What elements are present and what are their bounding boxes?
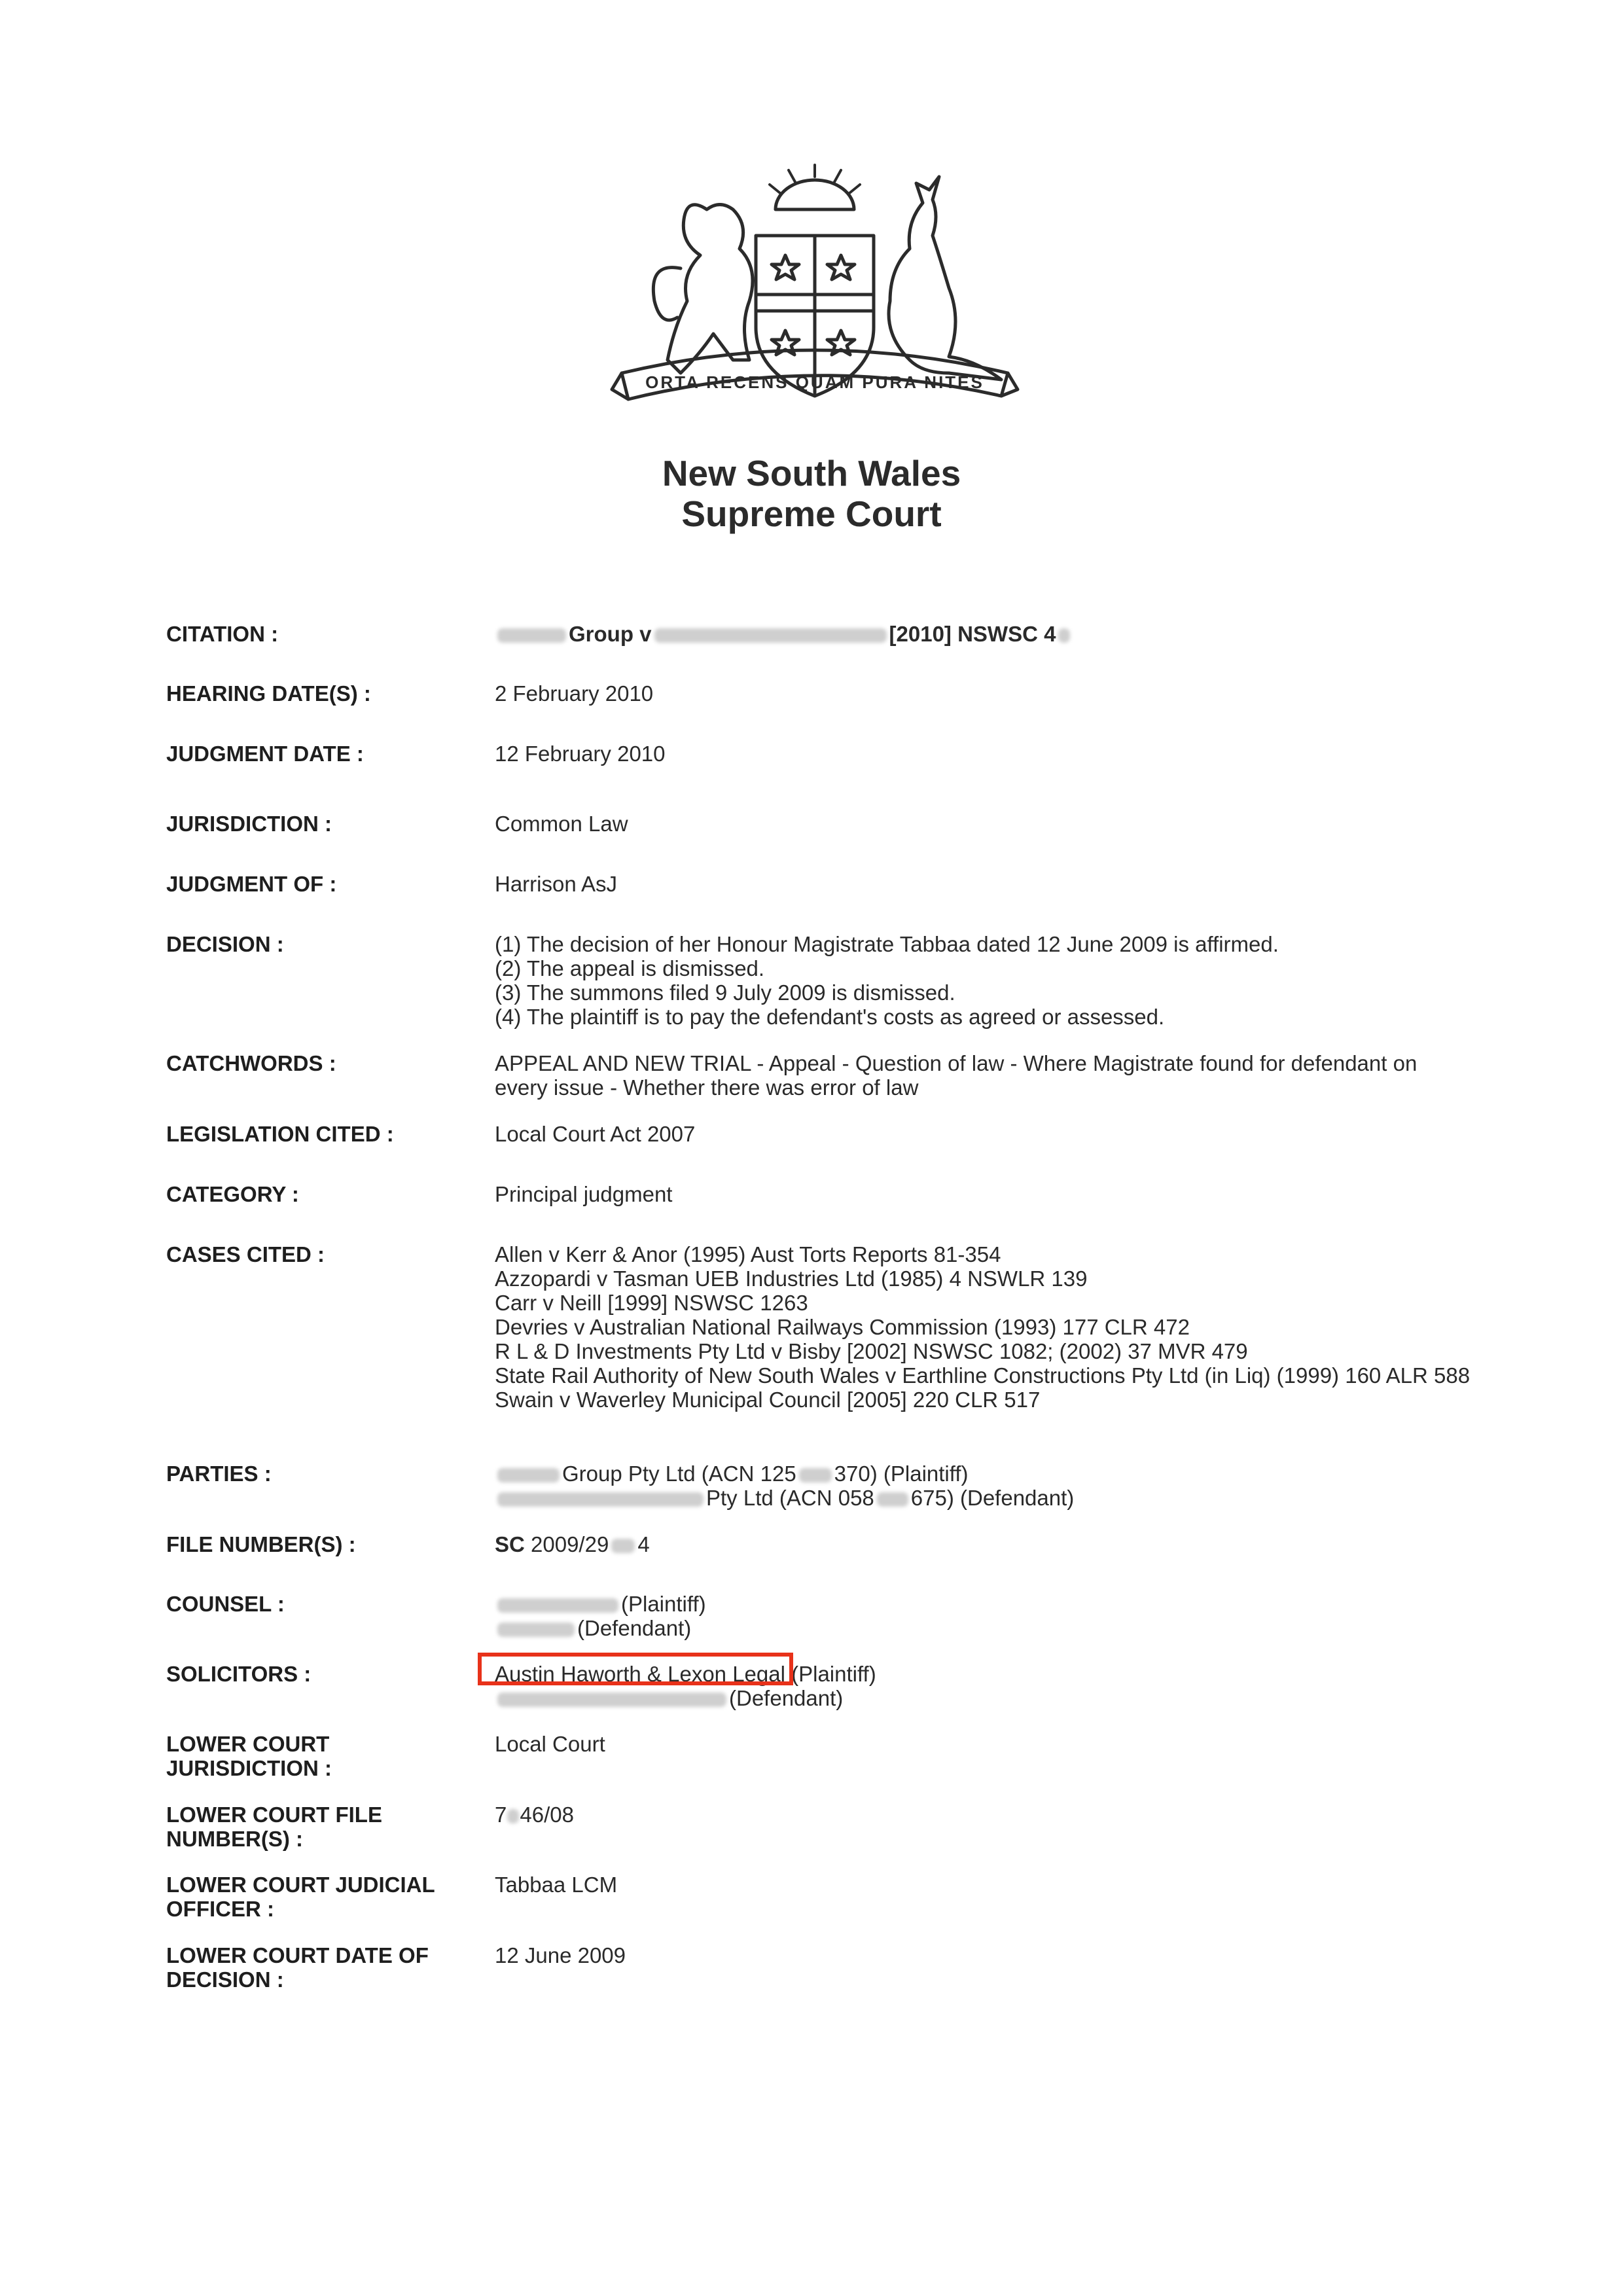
decision-line: (2) The appeal is dismissed. bbox=[495, 956, 765, 980]
judgment-of-label: JUDGMENT OF : bbox=[166, 872, 337, 896]
case-line: Swain v Waverley Municipal Council [2005] 220 CLR 517 bbox=[495, 1388, 1041, 1412]
redacted-text bbox=[654, 628, 887, 643]
coat-of-arms-crest bbox=[609, 164, 1021, 439]
crest-motto: ORTA RECENS QUAM PURA NITES bbox=[645, 372, 984, 392]
decision-value bbox=[495, 932, 1623, 1029]
citation-value: Group v [2010] NSWSC 4 bbox=[495, 622, 1623, 646]
lower-court-officer-value: Tabbaa LCM bbox=[495, 1873, 618, 1897]
redacted-text bbox=[497, 1693, 726, 1707]
cases-cited-value bbox=[495, 1242, 1476, 1412]
solicitor-name: Austin Haworth & Lexon Legal bbox=[495, 1662, 785, 1686]
lower-court-jurisdiction-label: LOWER COURT JURISDICTION : bbox=[166, 1732, 332, 1780]
redacted-text bbox=[497, 1492, 704, 1507]
catchwords-label: CATCHWORDS : bbox=[166, 1051, 336, 1075]
legislation-value: Local Court Act 2007 bbox=[495, 1122, 696, 1146]
cases-cited-label: CASES CITED : bbox=[166, 1242, 325, 1266]
case-line: Devries v Australian National Railways Commission (1993) 177 CLR 472 bbox=[495, 1315, 1190, 1339]
lower-court-date-value: 12 June 2009 bbox=[495, 1943, 626, 1967]
decision-line: (4) The plaintiff is to pay the defendant's costs as agreed or assessed. bbox=[495, 1005, 1165, 1029]
court-title-line2: Supreme Court bbox=[681, 493, 942, 534]
redacted-text bbox=[1058, 628, 1070, 643]
lower-court-jurisdiction-value: Local Court bbox=[495, 1732, 605, 1756]
court-title-line1: New South Wales bbox=[662, 453, 961, 493]
case-line: State Rail Authority of New South Wales v Earthline Constructions Pty Ltd (in Liq) (1999) 160 ALR 588 bbox=[495, 1363, 1471, 1388]
solicitors-label: SOLICITORS : bbox=[166, 1662, 312, 1686]
redacted-text bbox=[497, 1598, 618, 1613]
jurisdiction-value: Common Law bbox=[495, 812, 628, 836]
jurisdiction-label: JURISDICTION : bbox=[166, 812, 332, 836]
redacted-text bbox=[497, 1468, 560, 1482]
lower-court-officer-label: LOWER COURT JUDICIAL OFFICER : bbox=[166, 1873, 435, 1921]
legislation-label: LEGISLATION CITED : bbox=[166, 1122, 394, 1146]
file-numbers-label: FILE NUMBER(S) : bbox=[166, 1532, 356, 1556]
highlight-box bbox=[478, 1653, 793, 1685]
file-numbers-value: SC 2009/29 4 bbox=[495, 1532, 650, 1556]
category-value: Principal judgment bbox=[495, 1182, 673, 1206]
redacted-text bbox=[497, 628, 566, 643]
citation-label: CITATION : bbox=[166, 622, 279, 646]
lower-court-date-label: LOWER COURT DATE OF DECISION : bbox=[166, 1943, 429, 1992]
decision-line: (1) The decision of her Honour Magistrate Tabbaa dated 12 June 2009 is affirmed. bbox=[495, 932, 1279, 956]
case-line: R L & D Investments Pty Ltd v Bisby [2002] NSWSC 1082; (2002) 37 MVR 479 bbox=[495, 1339, 1248, 1363]
judgment-date-value: 12 February 2010 bbox=[495, 742, 666, 766]
catchwords-value: APPEAL AND NEW TRIAL - Appeal - Question of law - Where Magistrate found for defendant on every issue - Whether there was error of law bbox=[495, 1051, 1418, 1100]
decision-label: DECISION : bbox=[166, 932, 284, 956]
redacted-text bbox=[877, 1492, 908, 1507]
hearing-dates-value: 2 February 2010 bbox=[495, 681, 654, 706]
parties-value: Group Pty Ltd (ACN 125 370) (Plaintiff) Pty Ltd (ACN 058 675) (Defendant) bbox=[495, 1462, 1623, 1510]
redacted-text bbox=[497, 1623, 575, 1637]
case-line: Azzopardi v Tasman UEB Industries Ltd (1985) 4 NSWLR 139 bbox=[495, 1266, 1088, 1291]
parties-label: PARTIES : bbox=[166, 1462, 272, 1486]
lower-court-file-label: LOWER COURT FILE NUMBER(S) : bbox=[166, 1803, 382, 1851]
redacted-text bbox=[611, 1539, 635, 1553]
redacted-text bbox=[799, 1468, 832, 1482]
redacted-text bbox=[507, 1809, 519, 1823]
solicitors-value: Austin Haworth & Lexon Legal (Plaintiff) (Defendant) bbox=[495, 1662, 876, 1710]
hearing-dates-label: HEARING DATE(S) : bbox=[166, 681, 371, 706]
category-label: CATEGORY : bbox=[166, 1182, 299, 1206]
counsel-value: (Plaintiff) (Defendant) bbox=[495, 1592, 1623, 1640]
case-line: Allen v Kerr & Anor (1995) Aust Torts Reports 81-354 bbox=[495, 1242, 1001, 1266]
counsel-label: COUNSEL : bbox=[166, 1592, 285, 1616]
case-line: Carr v Neill [1999] NSWSC 1263 bbox=[495, 1291, 808, 1315]
judgment-date-label: JUDGMENT DATE : bbox=[166, 742, 364, 766]
decision-line: (3) The summons filed 9 July 2009 is dismissed. bbox=[495, 980, 955, 1005]
lower-court-file-value: 7 46/08 bbox=[495, 1803, 574, 1827]
judgment-of-value: Harrison AsJ bbox=[495, 872, 618, 896]
